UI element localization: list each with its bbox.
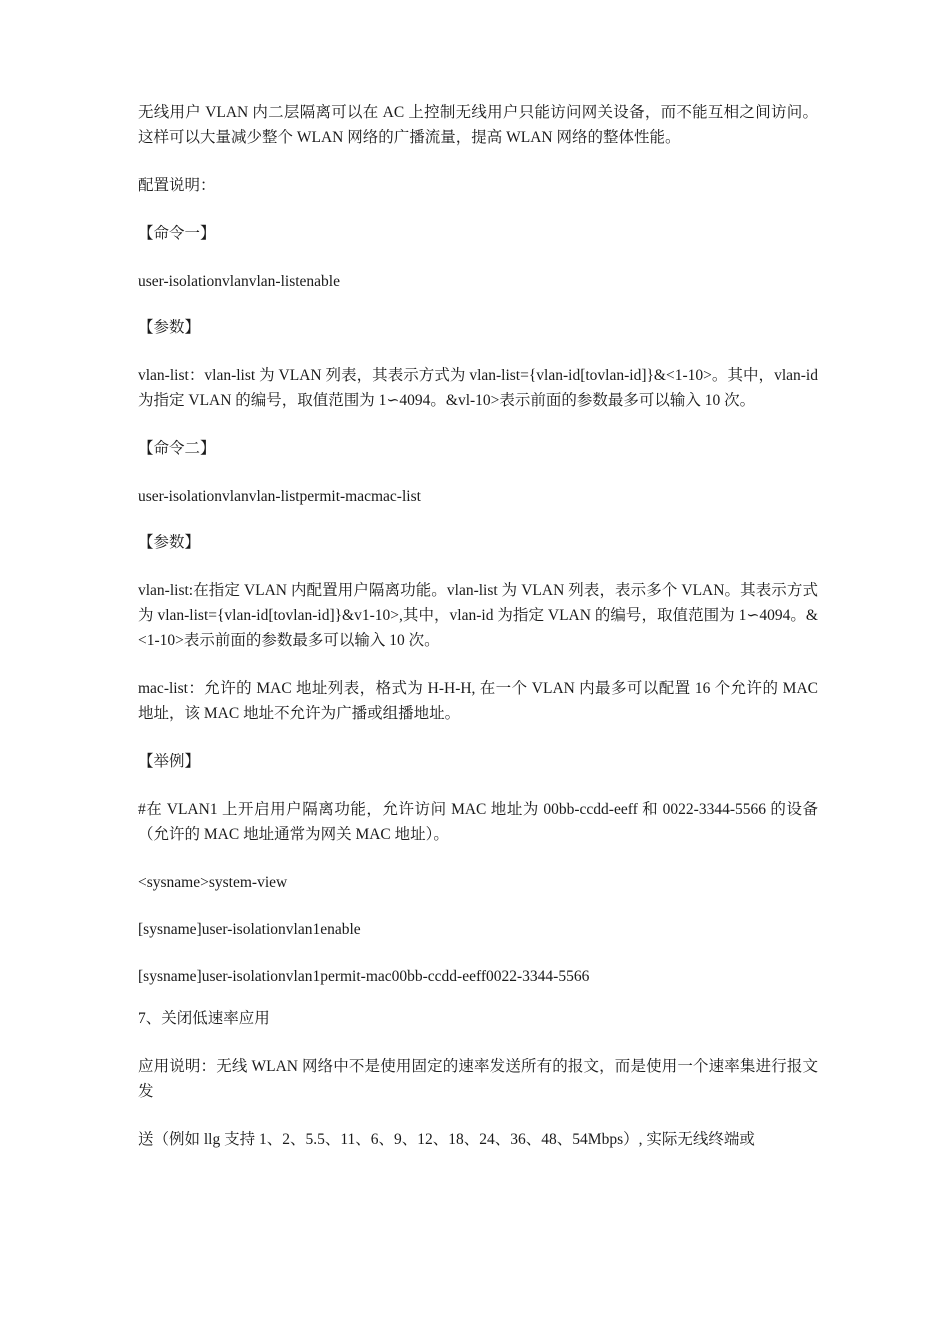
intro-paragraph: 无线用户 VLAN 内二层隔离可以在 AC 上控制无线用户只能访问网关设备，而不能互相之间访问。这样可以大量减少整个 WLAN 网络的广播流量，提高 WLAN 网络的整体性能。 <box>138 104 818 146</box>
example-command-3: [sysname]user-isolationvlan1permit-mac00bb-ccdd-eeff0022-3344-5566 <box>138 968 590 985</box>
parameters-heading-1: 【参数】 <box>138 319 201 336</box>
section-7-heading: 7、关闭低速率应用 <box>138 1010 270 1027</box>
config-description-heading: 配置说明： <box>138 177 216 194</box>
command-two-heading: 【命令二】 <box>138 440 216 457</box>
example-command-2: [sysname]user-isolationvlan1enable <box>138 921 361 938</box>
example-description: #在 VLAN1 上开启用户隔离功能，允许访问 MAC 地址为 00bb-ccdd-eeff 和 0022-3344-5566 的设备（允许的 MAC 地址通常为网关 MAC 地址）。 <box>138 801 818 843</box>
example-heading: 【举例】 <box>138 753 201 770</box>
vlan-list-parameter-2: vlan-list:在指定 VLAN 内配置用户隔离功能。vlan-list 为 VLAN 列表，表示多个 VLAN。其表示方式为 vlan-list={vlan-id[tovlan-id]}&v1-10>,其中，vlan-id 为指定 VLAN 的编号，取值范围为 1∽4094。&<1-10>表示前面的参数最多可以输入 10 次。 <box>138 582 818 649</box>
parameters-heading-2: 【参数】 <box>138 534 201 551</box>
command-two-syntax: user-isolationvlanvlan-listpermit-macmac-list <box>138 488 421 505</box>
command-one-syntax: user-isolationvlanvlan-listenable <box>138 273 340 290</box>
example-command-1: <sysname>system-view <box>138 874 288 891</box>
mac-list-parameter: mac-list：允许的 MAC 地址列表，格式为 H-H-H, 在一个 VLAN 内最多可以配置 16 个允许的 MAC 地址，该 MAC 地址不允许为广播或组播地址。 <box>138 680 818 722</box>
document-page <box>138 100 818 1152</box>
vlan-list-parameter-1: vlan-list：vlan-list 为 VLAN 列表，其表示方式为 vlan-list={vlan-id[tovlan-id]}&<1-10>。其中，vlan-id 为指定 VLAN 的编号，取值范围为 1∽4094。&vl-10>表示前面的参数最多可以输入 10 次。 <box>138 367 818 409</box>
rate-set-continuation: 送（例如 llg 支持 1、2、5.5、11、6、9、12、18、24、36、48、54Mbps）, 实际无线终端或 <box>138 1131 755 1148</box>
command-one-heading: 【命令一】 <box>138 225 216 242</box>
application-description: 应用说明：无线 WLAN 网络中不是使用固定的速率发送所有的报文，而是使用一个速率集进行报文发 <box>138 1058 818 1100</box>
